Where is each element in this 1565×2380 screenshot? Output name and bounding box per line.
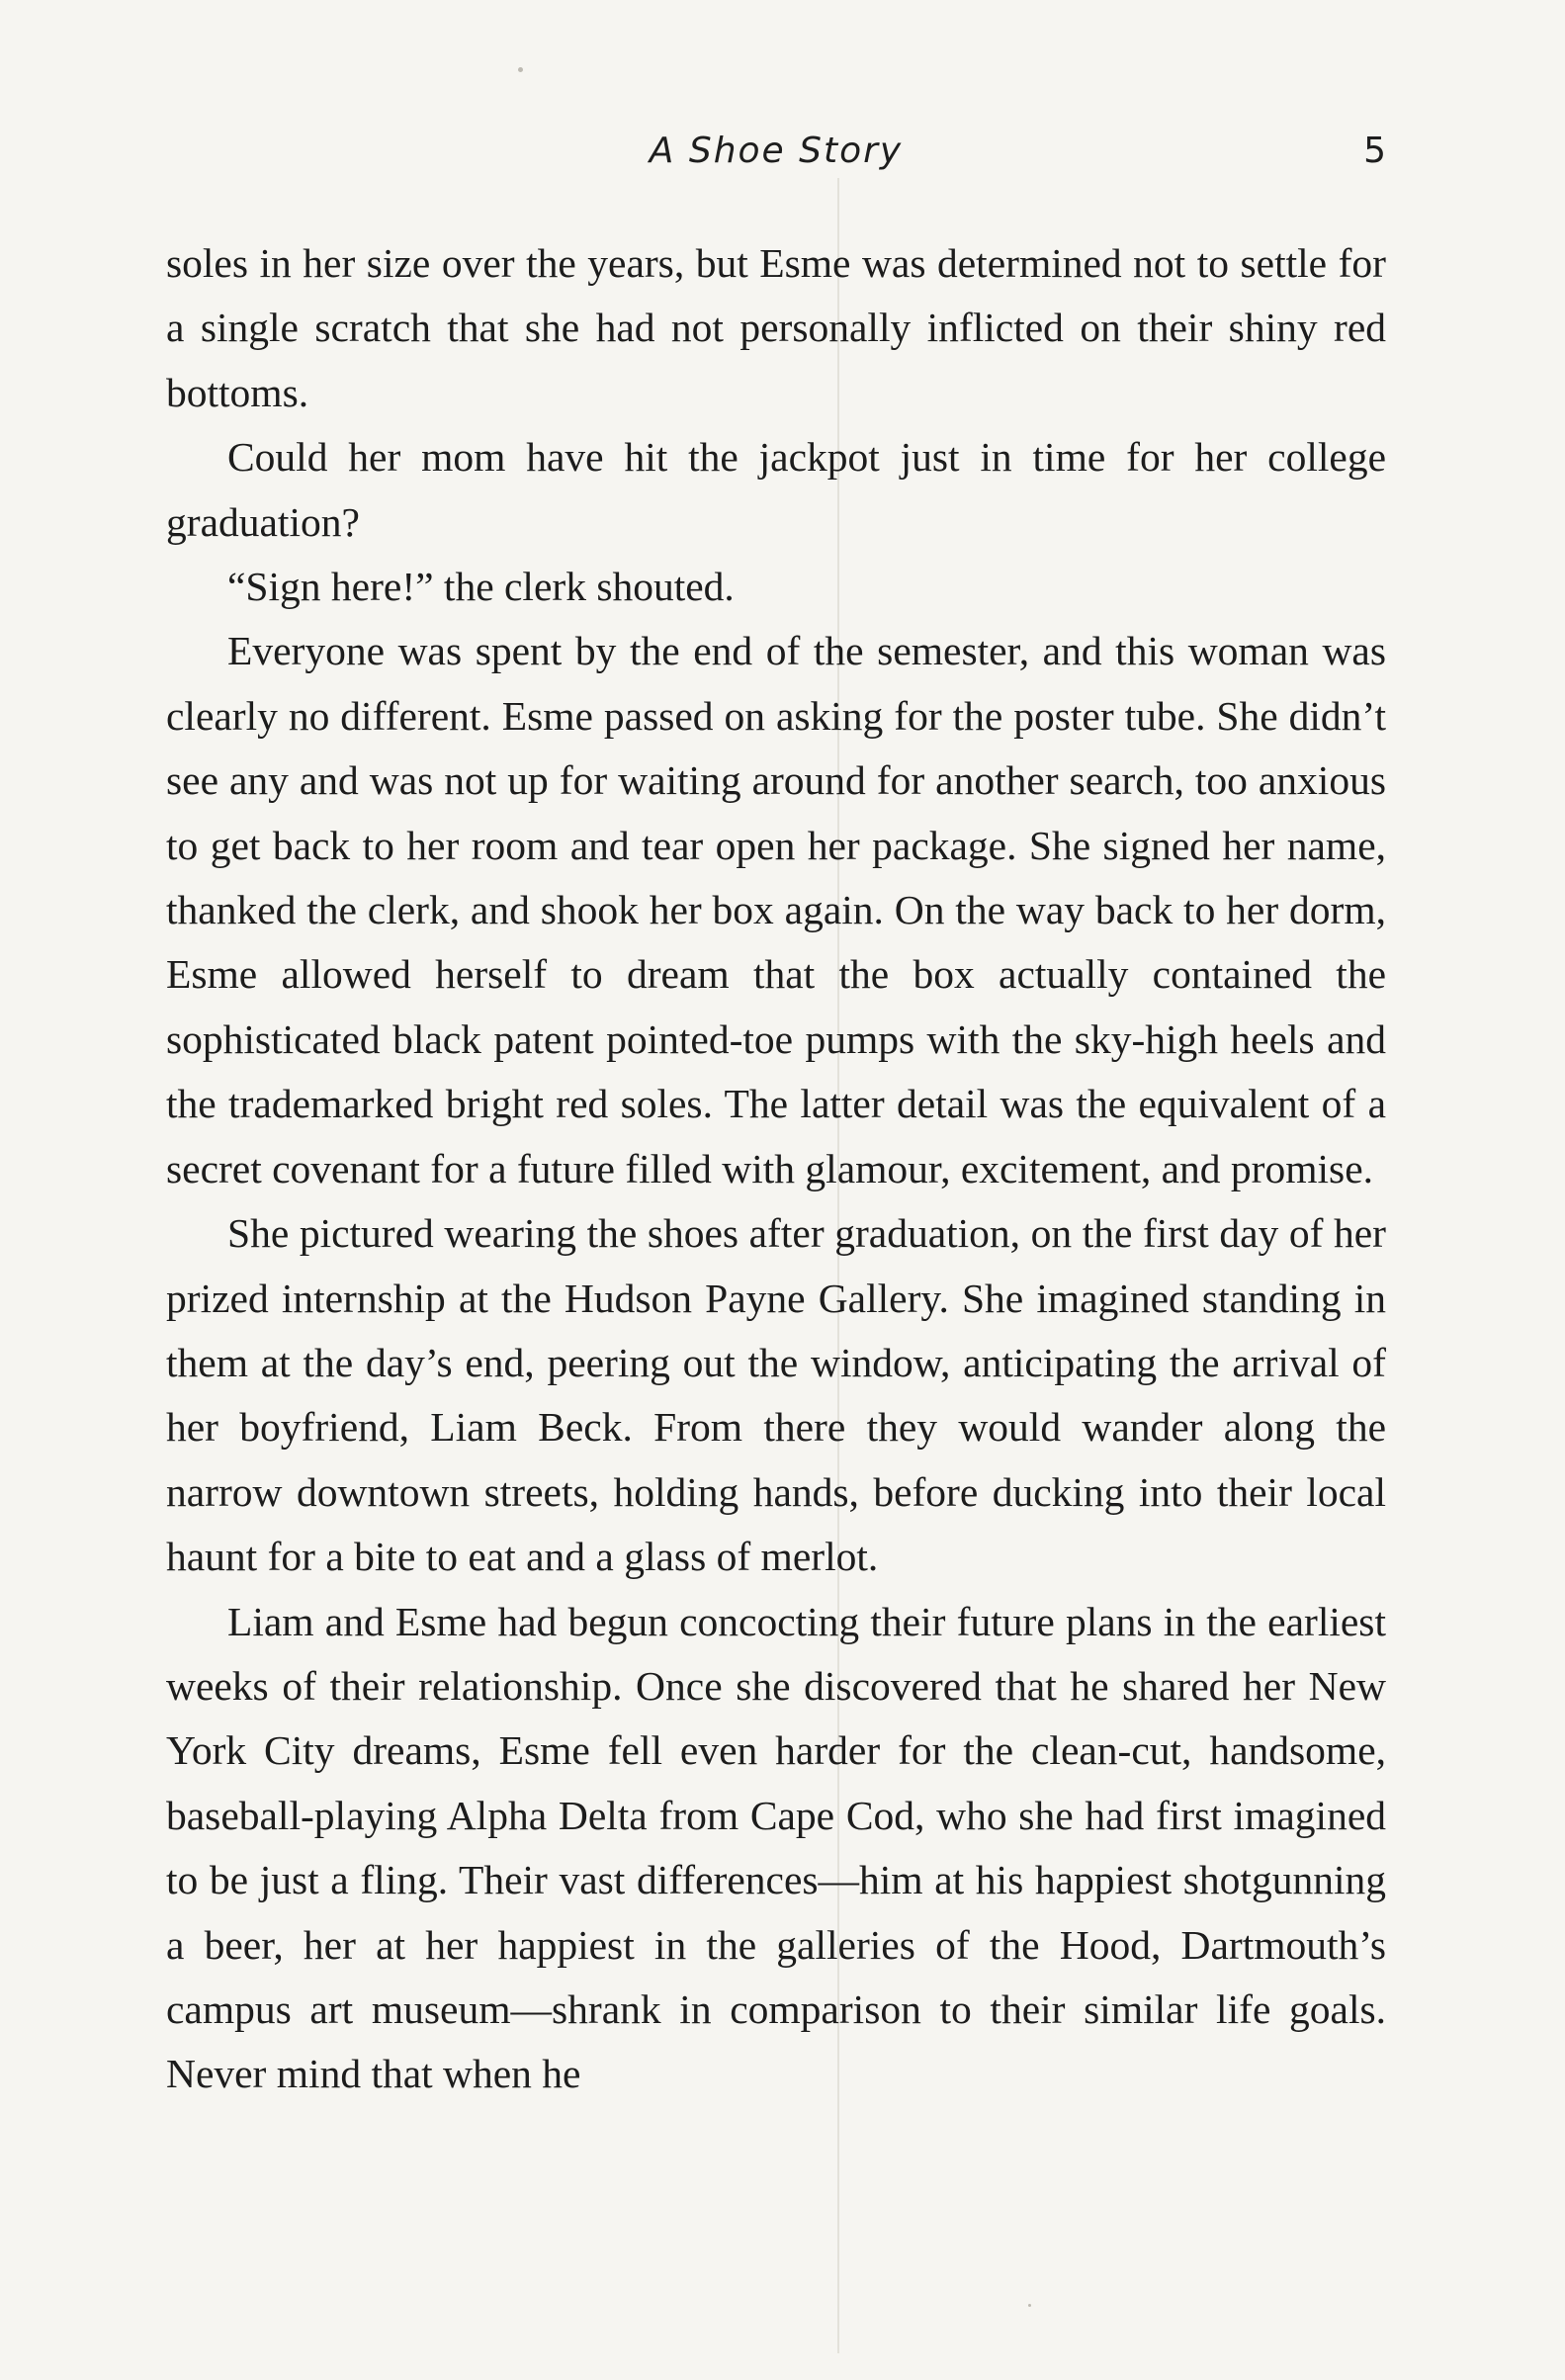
running-title: A Shoe Story bbox=[649, 131, 904, 171]
paragraph: Could her mom have hit the jackpot just in time for her college graduation? bbox=[166, 434, 1386, 545]
paragraph: She pictured wearing the shoes after graduation, on the first day of her prized internship at the Hudson Payne Gallery. She imagined standing in them at the day’s end, peering out the window, anticipating the arrival of her boyfriend, Liam Beck. From there they would wander along the narrow downtown streets, holding hands, before ducking into their local haunt for a bite to eat and a glass of merlot. bbox=[166, 1210, 1386, 1580]
scan-speck bbox=[1028, 2304, 1031, 2307]
body-text bbox=[166, 231, 1386, 2107]
page-number: 5 bbox=[1363, 131, 1386, 171]
paragraph: soles in her size over the years, but Esme was determined not to settle for a single scratch that she had not personally inflicted on their shiny red bottoms. bbox=[166, 240, 1386, 415]
scan-speck bbox=[518, 67, 523, 72]
running-head bbox=[166, 131, 1386, 180]
paragraph: Everyone was spent by the end of the semester, and this woman was clearly no different. Esme passed on asking for the poster tube. She didn’t see any and was not up for waiting around for another search, too anxious to get back to her room and tear open her package. She signed her name, thanked the clerk, and shook her box again. On the way back to her dorm, Esme allowed herself to dream that the box actually contained the sophisticated black patent pointed-toe pumps with the sky-high heels and the trademarked bright red soles. The latter detail was the equivalent of a secret covenant for a future filled with glamour, excitement, and promise. bbox=[166, 628, 1386, 1191]
paragraph: Liam and Esme had begun concocting their future plans in the earliest weeks of their relationship. Once she discovered that he shared her New York City dreams, Esme fell even harder for the clean-cut, handsome, baseball-playing Alpha Delta from Cape Cod, who she had first imagined to be just a fling. Their vast differences—him at his happiest shotgunning a beer, her at her happiest in the galleries of the Hood, Dartmouth’s campus art museum—shrank in comparison to their similar life goals. Never mind that when he bbox=[166, 1598, 1386, 2097]
paragraph: “Sign here!” the clerk shouted. bbox=[227, 564, 735, 610]
